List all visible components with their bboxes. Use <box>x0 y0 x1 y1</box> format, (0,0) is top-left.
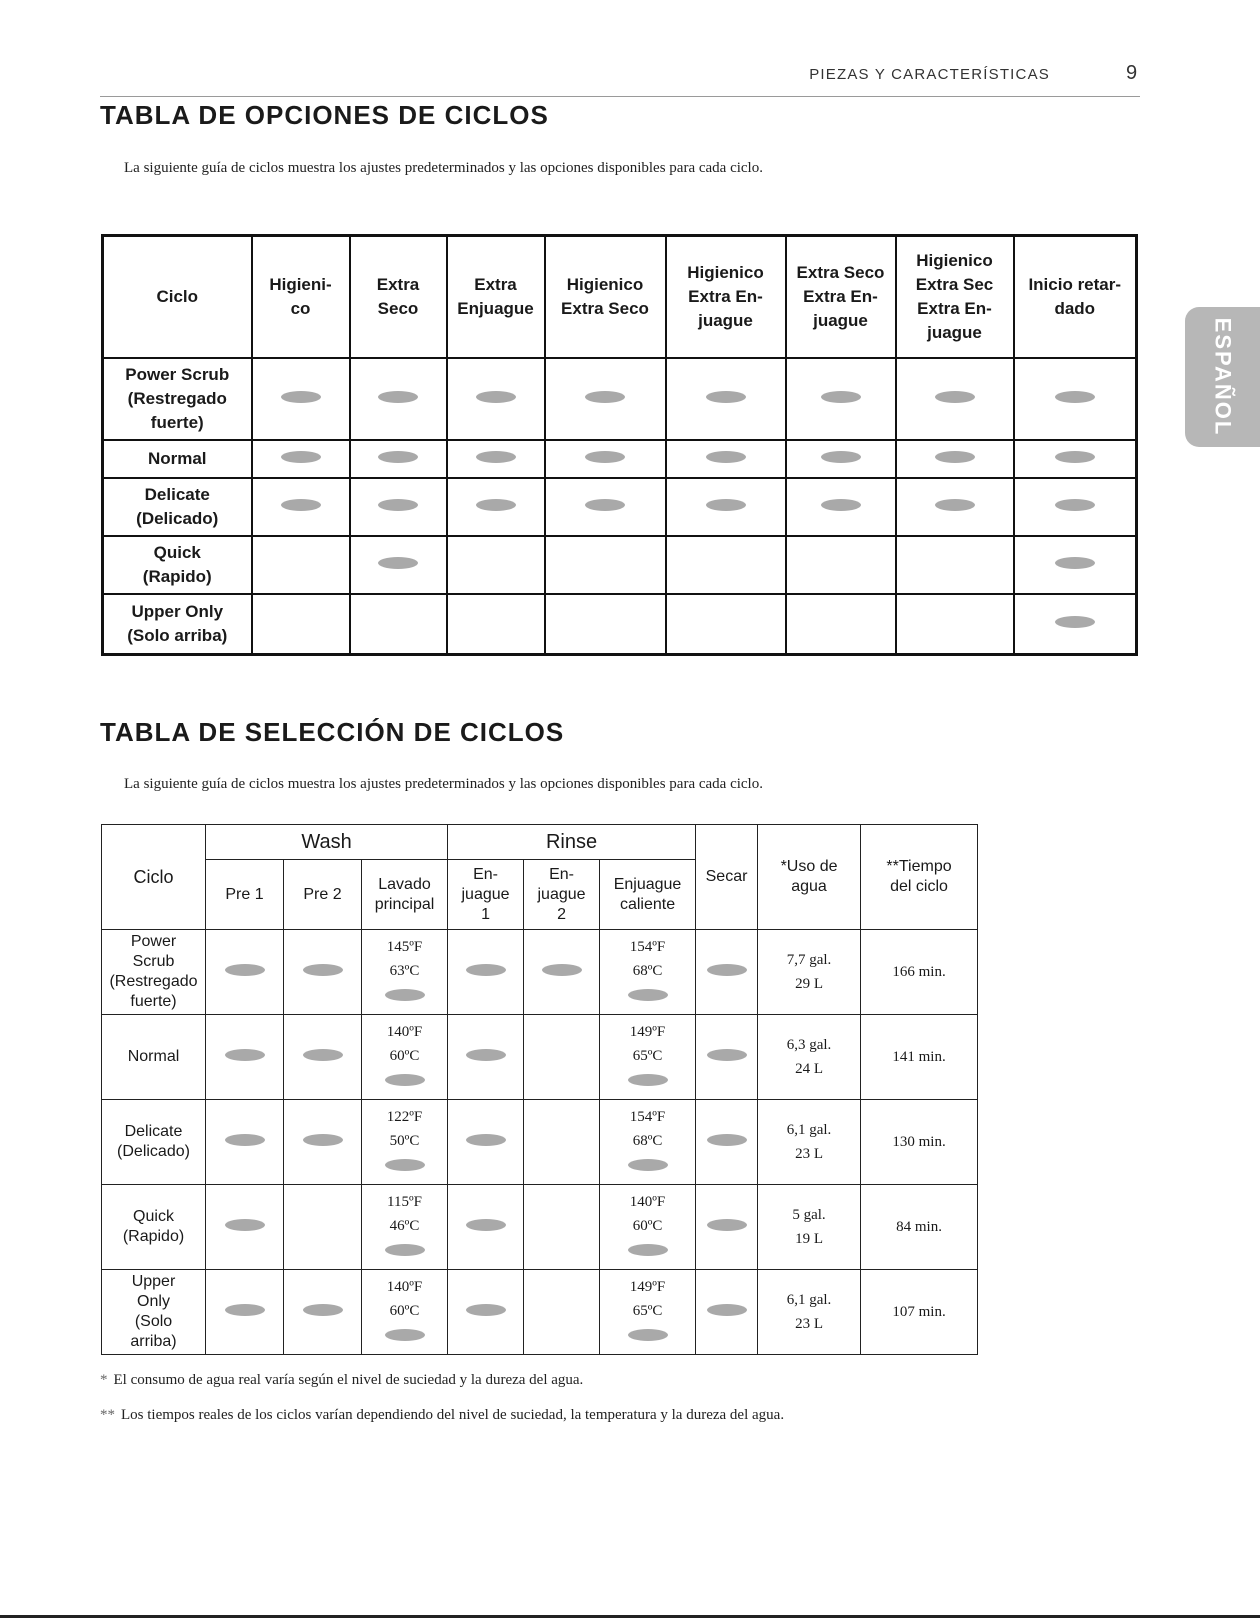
options-cycle-name-line: Upper Only <box>131 601 224 621</box>
temperature-celsius: 46ºC <box>389 1218 420 1234</box>
options-table-row <box>103 440 1137 478</box>
options-cell <box>350 358 447 440</box>
options-cycle-name-line: (Solo arriba) <box>127 625 228 645</box>
selection-cell <box>448 930 524 1015</box>
selection-cycle-name-line: (Rapido) <box>122 1228 185 1245</box>
cycle-time-cell <box>861 930 978 1015</box>
availability-dot <box>466 1304 506 1316</box>
options-cell <box>786 536 896 594</box>
cycle-time-value: 141 min. <box>892 1049 946 1065</box>
options-cell <box>1014 358 1137 440</box>
temperature-cell <box>600 1185 696 1270</box>
header-rinse2 <box>524 860 600 930</box>
availability-dot <box>378 557 418 569</box>
temperature-cell <box>362 1100 448 1185</box>
options-cell <box>896 440 1014 478</box>
selection-cycle-name <box>102 1185 206 1270</box>
header-time-line: del ciclo <box>890 878 948 895</box>
options-column-header-line: Inicio retar- <box>1028 275 1122 294</box>
options-column-header-line: Enjuague <box>457 299 534 318</box>
selection-cell <box>206 1015 284 1100</box>
availability-dot <box>466 1049 506 1061</box>
availability-dot <box>935 451 975 463</box>
options-column-header-line: juague <box>927 323 982 342</box>
temperature-fahrenheit: 115ºF <box>387 1194 422 1210</box>
selection-table-row <box>102 1185 978 1270</box>
selection-cell <box>206 1100 284 1185</box>
availability-dot <box>821 499 861 511</box>
temperature-cell <box>362 1270 448 1355</box>
header-water-line: agua <box>791 878 827 895</box>
options-cell <box>350 594 447 654</box>
options-cycle-name-line: (Rapido) <box>142 567 212 586</box>
footnote-water <box>100 1372 583 1389</box>
availability-dot <box>542 964 582 976</box>
availability-dot <box>585 451 625 463</box>
temperature-celsius: 60ºC <box>389 1048 420 1064</box>
options-cycle-name <box>103 536 252 594</box>
availability-dot <box>225 1134 265 1146</box>
options-cell <box>896 594 1014 654</box>
options-column-header <box>896 236 1014 359</box>
options-cell <box>896 478 1014 536</box>
temperature-celsius: 68ºC <box>632 1133 663 1149</box>
selection-table-row <box>102 930 978 1015</box>
options-cell <box>786 440 896 478</box>
availability-dot <box>385 989 425 1001</box>
availability-dot <box>628 1329 668 1341</box>
footnote-time-mark: ** <box>100 1407 115 1423</box>
options-cell <box>786 594 896 654</box>
options-column-header-line: Higienico <box>566 275 644 294</box>
availability-dot <box>466 1134 506 1146</box>
temperature-celsius: 68ºC <box>632 963 663 979</box>
options-column-header-line: Extra Seco <box>796 263 885 282</box>
footnote-water-mark: * <box>100 1372 108 1388</box>
options-cell <box>666 478 786 536</box>
selection-table-row <box>102 1015 978 1100</box>
header-hot-rinse-line: caliente <box>619 895 676 913</box>
options-cycle-name-line: fuerte) <box>150 413 204 432</box>
availability-dot <box>476 451 516 463</box>
availability-dot <box>1055 499 1095 511</box>
temperature-fahrenheit: 122ºF <box>386 1109 423 1125</box>
availability-dot <box>225 1219 265 1231</box>
availability-dot <box>225 1304 265 1316</box>
water-usage-liters: 23 L <box>795 1316 823 1332</box>
options-column-header <box>666 236 786 359</box>
selection-cell <box>284 1270 362 1355</box>
options-cycle-name-line: (Delicado) <box>136 509 219 528</box>
availability-dot <box>707 1304 747 1316</box>
options-cell <box>545 536 666 594</box>
selection-cell <box>448 1270 524 1355</box>
availability-dot <box>385 1244 425 1256</box>
temperature-cell <box>362 930 448 1015</box>
water-usage-cell <box>758 1100 861 1185</box>
options-column-header-line: Extra En- <box>688 287 763 306</box>
selection-cycle-name <box>102 1100 206 1185</box>
options-column-header <box>447 236 545 359</box>
options-column-header <box>1014 236 1137 359</box>
cycle-time-cell <box>861 1185 978 1270</box>
availability-dot <box>1055 391 1095 403</box>
temperature-fahrenheit: 145ºF <box>386 939 423 955</box>
availability-dot <box>935 499 975 511</box>
options-cycle-name <box>103 358 252 440</box>
options-column-header <box>545 236 666 359</box>
availability-dot <box>225 964 265 976</box>
selection-cell <box>284 1100 362 1185</box>
options-column-header-line: Ciclo <box>156 287 199 306</box>
header-rinse1-line: 1 <box>481 905 490 923</box>
cycle-time-value: 130 min. <box>892 1134 946 1150</box>
options-table-intro: La siguiente guía de ciclos muestra los ajustes predeterminados y las opciones disponibles para cada ciclo. <box>124 160 763 176</box>
temperature-fahrenheit: 154ºF <box>629 939 666 955</box>
options-cycle-name-line: Normal <box>147 449 207 468</box>
header-main-wash <box>362 860 448 930</box>
options-column-header-line: Higieni- <box>269 275 332 294</box>
options-column-header-line: Extra En- <box>917 299 992 318</box>
header-pre1: Pre 1 <box>206 860 284 930</box>
availability-dot <box>281 451 321 463</box>
cycle-time-value: 107 min. <box>892 1304 946 1320</box>
availability-dot <box>385 1074 425 1086</box>
availability-dot <box>706 451 746 463</box>
availability-dot <box>628 989 668 1001</box>
selection-cycle-name-line: (Delicado) <box>117 1143 190 1160</box>
header-rinse1-line: juague <box>461 885 510 903</box>
availability-dot <box>1055 451 1095 463</box>
selection-cycle-name <box>102 1270 206 1355</box>
temperature-celsius: 65ºC <box>632 1048 663 1064</box>
selection-cell <box>524 1270 600 1355</box>
availability-dot <box>628 1159 668 1171</box>
options-column-header-line: juague <box>813 311 868 330</box>
options-cell <box>1014 594 1137 654</box>
selection-table-row <box>102 1270 978 1355</box>
selection-cycle-name-line: (Solo <box>134 1313 173 1330</box>
selection-cell <box>206 1270 284 1355</box>
options-table-row <box>103 358 1137 440</box>
options-cell <box>252 358 350 440</box>
temperature-fahrenheit: 149ºF <box>629 1279 666 1295</box>
options-column-header-line: co <box>290 299 311 318</box>
options-cell <box>350 478 447 536</box>
footnote-water-text: El consumo de agua real varía según el nivel de suciedad y la dureza del agua. <box>113 1372 584 1388</box>
water-usage-cell <box>758 1015 861 1100</box>
temperature-celsius: 50ºC <box>389 1133 420 1149</box>
options-cell <box>1014 478 1137 536</box>
selection-cell <box>696 930 758 1015</box>
availability-dot <box>707 1049 747 1061</box>
water-usage-liters: 24 L <box>795 1061 823 1077</box>
page-number: 9 <box>1126 62 1138 84</box>
options-cell <box>447 536 545 594</box>
availability-dot <box>707 964 747 976</box>
options-table-row <box>103 536 1137 594</box>
availability-dot <box>1055 557 1095 569</box>
header-main-wash-line: principal <box>374 895 435 913</box>
temperature-fahrenheit: 154ºF <box>629 1109 666 1125</box>
availability-dot <box>378 499 418 511</box>
selection-cell <box>448 1100 524 1185</box>
temperature-celsius: 65ºC <box>632 1303 663 1319</box>
water-usage-liters: 19 L <box>795 1231 823 1247</box>
options-table-title: TABLA DE OPCIONES DE CICLOS <box>100 100 549 130</box>
options-cell <box>447 478 545 536</box>
options-cell <box>447 358 545 440</box>
water-usage-gallons: 7,7 gal. <box>786 952 832 968</box>
availability-dot <box>466 964 506 976</box>
options-cycle-name-line: Quick <box>153 543 201 562</box>
options-cell <box>545 440 666 478</box>
selection-cell <box>696 1100 758 1185</box>
header-rinse2-line: juague <box>537 885 586 903</box>
options-cell <box>1014 536 1137 594</box>
temperature-cell <box>362 1015 448 1100</box>
selection-table-intro: La siguiente guía de ciclos muestra los ajustes predeterminados y las opciones disponibles para cada ciclo. <box>124 776 763 792</box>
selection-cycle-name-line: (Restregado <box>109 973 198 990</box>
footnote-time <box>100 1407 784 1424</box>
availability-dot <box>628 1244 668 1256</box>
availability-dot <box>378 391 418 403</box>
water-usage-gallons: 5 gal. <box>792 1207 826 1223</box>
selection-cell <box>696 1015 758 1100</box>
selection-header-row-1 <box>102 825 978 860</box>
options-cycle-name-line: (Restregado <box>127 389 227 408</box>
options-cell <box>1014 440 1137 478</box>
selection-table-title: TABLA DE SELECCIÓN DE CICLOS <box>100 717 565 747</box>
availability-dot <box>585 499 625 511</box>
options-column-header <box>103 236 252 359</box>
options-column-header <box>252 236 350 359</box>
header-rinse: Rinse <box>448 825 696 860</box>
bottom-rule <box>0 1615 1260 1618</box>
temperature-cell <box>600 1270 696 1355</box>
selection-cell <box>448 1015 524 1100</box>
selection-cycle-name-line: Only <box>137 1293 170 1310</box>
header-water-line: *Uso de <box>780 858 838 875</box>
availability-dot <box>385 1329 425 1341</box>
options-cell <box>666 440 786 478</box>
header-rinse2-line: 2 <box>557 905 566 923</box>
footnote-time-text: Los tiempos reales de los ciclos varían dependiendo del nivel de suciedad, la temperatura y la dureza del agua. <box>121 1407 785 1423</box>
availability-dot <box>628 1074 668 1086</box>
temperature-fahrenheit: 140ºF <box>386 1279 423 1295</box>
options-cell <box>447 440 545 478</box>
water-usage-cell <box>758 1270 861 1355</box>
selection-cycle-name-line: Normal <box>127 1048 180 1065</box>
options-column-header-line: Extra Sec <box>915 275 994 294</box>
temperature-cell <box>600 1100 696 1185</box>
availability-dot <box>385 1159 425 1171</box>
temperature-fahrenheit: 140ºF <box>386 1024 423 1040</box>
options-header-row <box>103 236 1137 359</box>
selection-cell <box>524 1185 600 1270</box>
options-column-header-line: Extra En- <box>803 287 878 306</box>
selection-cycle-name <box>102 1015 206 1100</box>
options-cell <box>350 536 447 594</box>
water-usage-cell <box>758 930 861 1015</box>
availability-dot <box>303 1304 343 1316</box>
selection-cycle-name-line: fuerte) <box>130 993 177 1010</box>
selection-cycle-name <box>102 930 206 1015</box>
selection-cycle-name-line: Quick <box>133 1208 174 1225</box>
selection-cell <box>524 1015 600 1100</box>
availability-dot <box>378 451 418 463</box>
water-usage-gallons: 6,3 gal. <box>786 1037 832 1053</box>
availability-dot <box>707 1134 747 1146</box>
options-column-header-line: Extra <box>376 275 420 294</box>
availability-dot <box>821 451 861 463</box>
temperature-cell <box>600 1015 696 1100</box>
language-tab <box>1185 307 1260 447</box>
running-head: PIEZAS Y CARACTERÍSTICAS <box>809 66 1050 83</box>
temperature-fahrenheit: 149ºF <box>629 1024 666 1040</box>
options-cell <box>786 478 896 536</box>
cycle-time-cell <box>861 1270 978 1355</box>
header-rinse1-line: En- <box>473 865 498 883</box>
selection-cell <box>524 1100 600 1185</box>
options-cycle-name <box>103 478 252 536</box>
availability-dot <box>706 391 746 403</box>
options-cell <box>896 536 1014 594</box>
selection-cell <box>206 1185 284 1270</box>
cycle-selection-table <box>101 824 978 1355</box>
selection-cycle-name-line: Delicate <box>124 1123 183 1140</box>
header-time <box>861 825 978 930</box>
options-cell <box>252 536 350 594</box>
options-column-header <box>786 236 896 359</box>
options-cell <box>252 440 350 478</box>
options-cell <box>252 478 350 536</box>
availability-dot <box>476 499 516 511</box>
cycle-time-cell <box>861 1100 978 1185</box>
availability-dot <box>303 964 343 976</box>
selection-cycle-name-line: Scrub <box>132 953 175 970</box>
header-main-wash-line: Lavado <box>378 875 431 893</box>
header-secar: Secar <box>696 825 758 930</box>
header-wash: Wash <box>206 825 448 860</box>
options-cycle-name-line: Delicate <box>144 485 210 504</box>
cycle-options-table <box>101 234 1138 656</box>
header-water <box>758 825 861 930</box>
availability-dot <box>707 1219 747 1231</box>
cycle-time-value: 84 min. <box>896 1219 942 1235</box>
temperature-cell <box>600 930 696 1015</box>
options-cell <box>896 358 1014 440</box>
availability-dot <box>281 499 321 511</box>
temperature-celsius: 63ºC <box>389 963 420 979</box>
options-cycle-name <box>103 440 252 478</box>
header-time-line: **Tiempo <box>886 858 952 875</box>
selection-cycle-name-line: Upper <box>131 1273 176 1290</box>
availability-dot <box>935 391 975 403</box>
options-column-header-line: Higienico <box>916 251 993 270</box>
selection-cell <box>284 1185 362 1270</box>
availability-dot <box>706 499 746 511</box>
header-rinse2-line: En- <box>549 865 574 883</box>
cycle-time-cell <box>861 1015 978 1100</box>
water-usage-gallons: 6,1 gal. <box>786 1292 832 1308</box>
water-usage-cell <box>758 1185 861 1270</box>
header-hot-rinse-line: Enjuague <box>613 875 682 893</box>
options-column-header-line: Extra Seco <box>561 299 649 318</box>
selection-cell <box>206 930 284 1015</box>
header-rinse1 <box>448 860 524 930</box>
header-hot-rinse <box>600 860 696 930</box>
options-cell <box>252 594 350 654</box>
options-cycle-name <box>103 594 252 654</box>
header-pre2: Pre 2 <box>284 860 362 930</box>
cycle-time-value: 166 min. <box>892 964 946 980</box>
options-cell <box>350 440 447 478</box>
options-table-row <box>103 594 1137 654</box>
options-cell <box>666 594 786 654</box>
options-column-header-line: juague <box>698 311 753 330</box>
selection-cycle-name-line: Power <box>130 933 177 950</box>
availability-dot <box>303 1134 343 1146</box>
selection-cell <box>696 1270 758 1355</box>
options-column-header-line: dado <box>1054 299 1096 318</box>
temperature-celsius: 60ºC <box>632 1218 663 1234</box>
selection-table-row <box>102 1100 978 1185</box>
selection-cell <box>524 930 600 1015</box>
temperature-cell <box>362 1185 448 1270</box>
availability-dot <box>466 1219 506 1231</box>
options-cycle-name-line: Power Scrub <box>125 365 230 384</box>
options-cell <box>666 536 786 594</box>
header-rule <box>100 96 1140 97</box>
language-tab-label: ESPAÑOL <box>1210 317 1236 437</box>
options-cell <box>447 594 545 654</box>
selection-cell <box>448 1185 524 1270</box>
selection-cell <box>284 930 362 1015</box>
options-column-header-line: Higienico <box>687 263 764 282</box>
availability-dot <box>821 391 861 403</box>
availability-dot <box>225 1049 265 1061</box>
availability-dot <box>585 391 625 403</box>
options-column-header-line: Seco <box>377 299 419 318</box>
selection-cell <box>696 1185 758 1270</box>
options-table-row <box>103 478 1137 536</box>
temperature-celsius: 60ºC <box>389 1303 420 1319</box>
options-cell <box>545 594 666 654</box>
selection-cycle-name-line: arriba) <box>130 1333 177 1350</box>
water-usage-gallons: 6,1 gal. <box>786 1122 832 1138</box>
options-column-header-line: Extra <box>474 275 517 294</box>
options-cell <box>545 358 666 440</box>
header-ciclo: Ciclo <box>102 825 206 930</box>
options-column-header <box>350 236 447 359</box>
availability-dot <box>281 391 321 403</box>
options-cell <box>545 478 666 536</box>
temperature-fahrenheit: 140ºF <box>629 1194 666 1210</box>
selection-cell <box>284 1015 362 1100</box>
options-cell <box>786 358 896 440</box>
availability-dot <box>476 391 516 403</box>
water-usage-liters: 29 L <box>795 976 823 992</box>
options-cell <box>666 358 786 440</box>
availability-dot <box>303 1049 343 1061</box>
availability-dot <box>1055 616 1095 628</box>
water-usage-liters: 23 L <box>795 1146 823 1162</box>
